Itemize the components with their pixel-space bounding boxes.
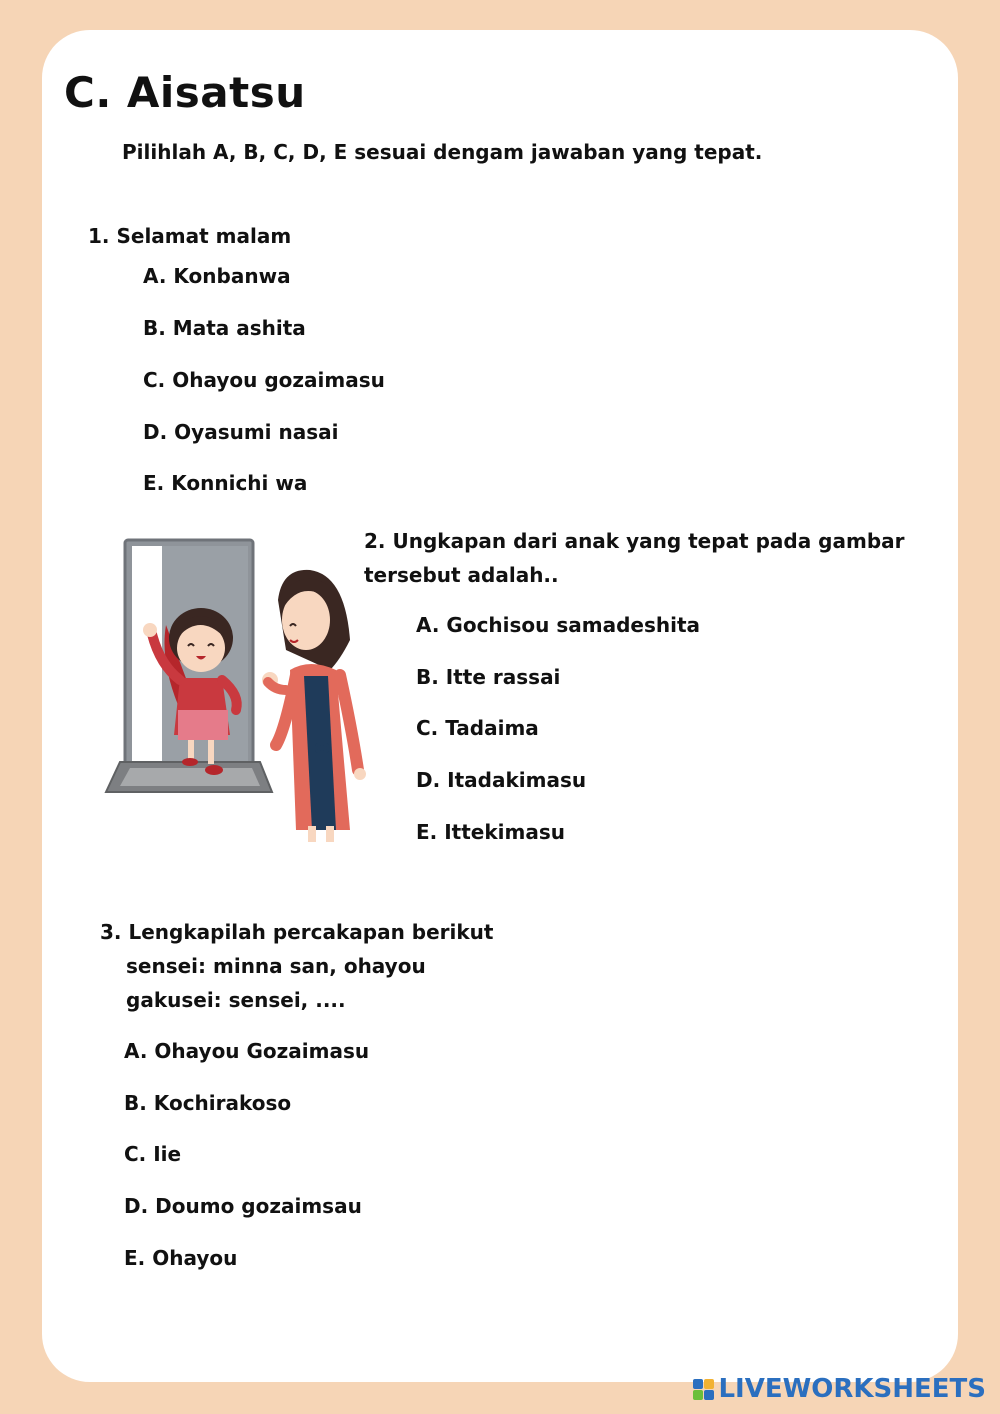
question-3-option-e[interactable]: E. Ohayou — [124, 1246, 238, 1270]
question-3-option-c[interactable]: C. Iie — [124, 1142, 182, 1166]
question-1-prompt: 1. Selamat malam — [88, 224, 292, 248]
instruction-text: Pilihlah A, B, C, D, E sesuai dengam jawaban yang tepat. — [122, 140, 763, 164]
question-1-option-d[interactable]: D. Oyasumi nasai — [143, 420, 339, 444]
question-2-option-a[interactable]: A. Gochisou samadeshita — [416, 613, 701, 637]
question-3-option-b[interactable]: B. Kochirakoso — [124, 1091, 292, 1115]
question-3-option-a[interactable]: A. Ohayou Gozaimasu — [124, 1039, 370, 1063]
liveworksheets-logo[interactable] — [693, 1374, 986, 1404]
question-2-option-d[interactable]: D. Itadakimasu — [416, 768, 587, 792]
question-2-prompt-line1: 2. Ungkapan dari anak yang tepat pada gambar — [364, 529, 905, 553]
question-3-prompt: 3. Lengkapilah percakapan berikut — [100, 920, 494, 944]
child-leaving-home-illustration — [100, 530, 370, 850]
page-title: C. Aisatsu — [64, 68, 306, 117]
question-1-option-b[interactable]: B. Mata ashita — [143, 316, 306, 340]
question-1-option-a[interactable]: A. Konbanwa — [143, 264, 291, 288]
question-2-option-c[interactable]: C. Tadaima — [416, 716, 539, 740]
question-2-option-e[interactable]: E. Ittekimasu — [416, 820, 565, 844]
question-1-option-c[interactable]: C. Ohayou gozaimasu — [143, 368, 385, 392]
liveworksheets-logo-icon — [693, 1379, 714, 1400]
question-3-dialog-line2: gakusei: sensei, .... — [126, 988, 346, 1012]
question-3-dialog-line1: sensei: minna san, ohayou — [126, 954, 426, 978]
question-2-prompt-line2: tersebut adalah.. — [364, 563, 559, 587]
liveworksheets-brand-text: LIVEWORKSHEETS — [718, 1374, 986, 1404]
question-2-option-b[interactable]: B. Itte rassai — [416, 665, 561, 689]
question-3-option-d[interactable]: D. Doumo gozaimsau — [124, 1194, 362, 1218]
question-1-option-e[interactable]: E. Konnichi wa — [143, 471, 308, 495]
